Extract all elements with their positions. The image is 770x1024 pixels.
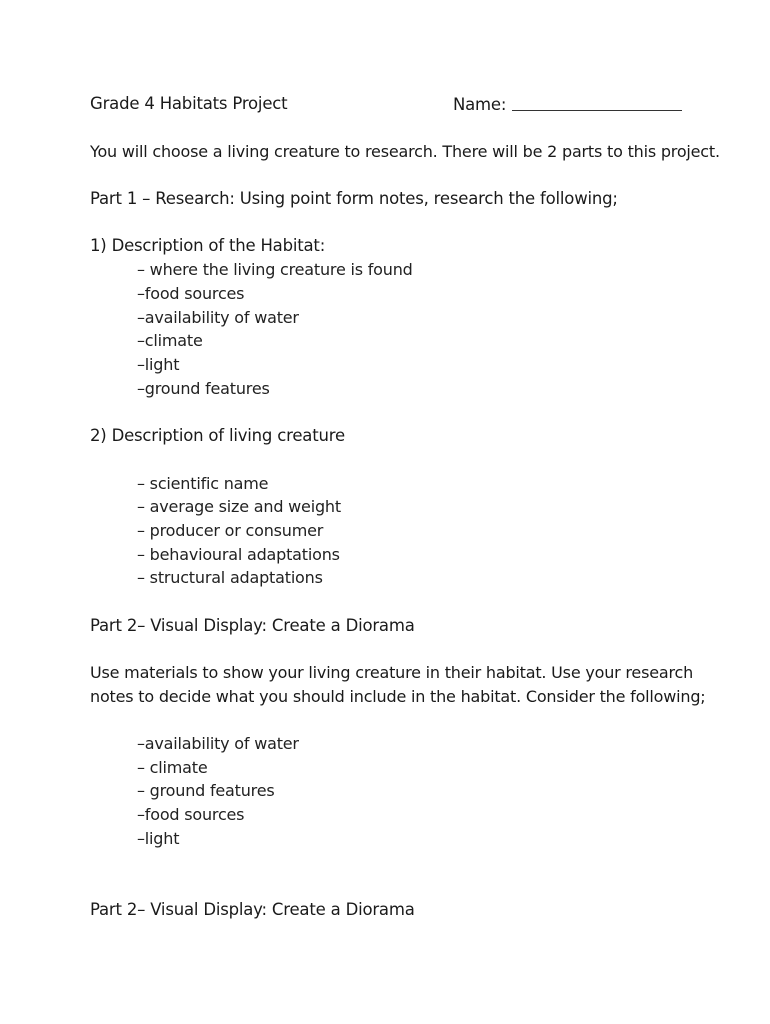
name-label: Name:: [453, 95, 507, 114]
creature-item: – behavioural adaptations: [137, 545, 340, 564]
part2-paragraph-line2: notes to decide what you should include in the habitat. Consider the following;: [90, 687, 706, 706]
habitat-item: –climate: [137, 331, 203, 350]
diorama-item: – climate: [137, 758, 208, 777]
part2-heading: Part 2– Visual Display: Create a Diorama: [90, 616, 415, 635]
habitat-item: –food sources: [137, 284, 245, 303]
part2-paragraph-line1: Use materials to show your living creature in their habitat. Use your research: [90, 663, 694, 682]
creature-item: – producer or consumer: [137, 521, 324, 540]
creature-item: – structural adaptations: [137, 568, 323, 587]
intro-text: You will choose a living creature to research. There will be 2 parts to this project.: [90, 142, 720, 161]
diorama-item: –light: [137, 829, 180, 848]
section2-heading: 2) Description of living creature: [90, 426, 345, 445]
creature-item: – average size and weight: [137, 497, 341, 516]
habitat-item: – where the living creature is found: [137, 260, 413, 279]
diorama-item: – ground features: [137, 781, 275, 800]
name-blank-line[interactable]: [512, 109, 682, 111]
name-field[interactable]: [453, 94, 682, 114]
section1-heading: 1) Description of the Habitat:: [90, 236, 326, 255]
habitat-item: –ground features: [137, 379, 270, 398]
diorama-item: –availability of water: [137, 734, 299, 753]
creature-item: – scientific name: [137, 474, 269, 493]
habitat-item: –light: [137, 355, 180, 374]
page-title: Grade 4 Habitats Project: [90, 94, 288, 113]
habitat-item: –availability of water: [137, 308, 299, 327]
part1-heading: Part 1 – Research: Using point form notes, research the following;: [90, 189, 618, 208]
diorama-item: –food sources: [137, 805, 245, 824]
part2-heading-repeat: Part 2– Visual Display: Create a Diorama: [90, 900, 415, 919]
